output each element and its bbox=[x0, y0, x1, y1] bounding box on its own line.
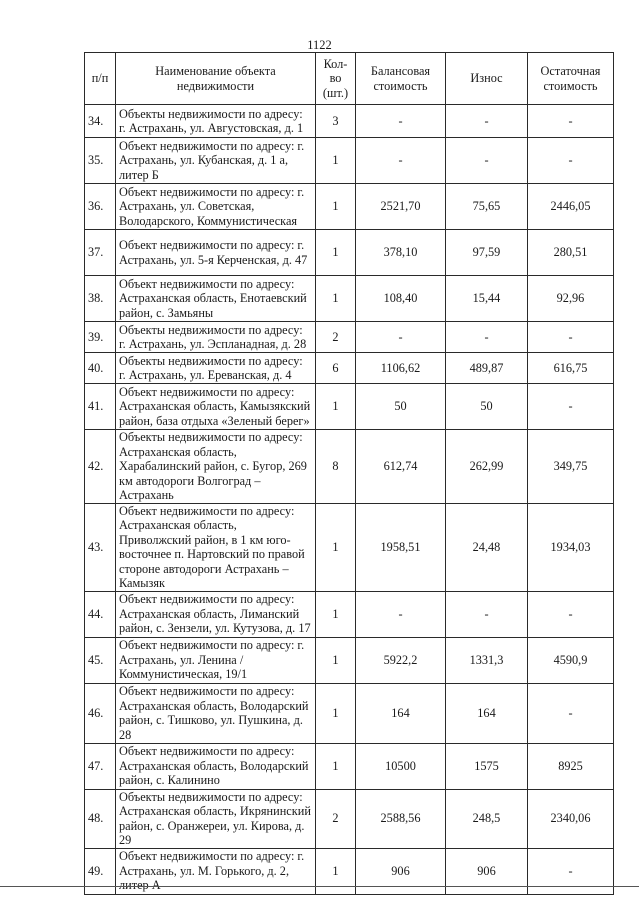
row-residual: 92,96 bbox=[528, 276, 614, 322]
row-residual: - bbox=[528, 591, 614, 637]
row-wear: 24,48 bbox=[446, 503, 528, 591]
row-num: 42. bbox=[85, 430, 116, 504]
row-residual: 4590,9 bbox=[528, 637, 614, 683]
row-name: Объекты недвижимости по адресу: Астраханская область, Икрянинский район, с. Оранжереи, ул. Кирова, д. 29 bbox=[116, 789, 316, 848]
row-name: Объект недвижимости по адресу: г. Астрахань, ул. Ленина / Коммунистическая, 19/1 bbox=[116, 637, 316, 683]
row-qty: 1 bbox=[316, 138, 356, 184]
row-balance: 1106,62 bbox=[356, 353, 446, 384]
row-wear: - bbox=[446, 591, 528, 637]
row-name: Объекты недвижимости по адресу: г. Астрахань, ул. Ереванская, д. 4 bbox=[116, 353, 316, 384]
table-row bbox=[85, 503, 614, 591]
row-wear: 97,59 bbox=[446, 230, 528, 276]
row-wear: 262,99 bbox=[446, 430, 528, 504]
row-residual: - bbox=[528, 322, 614, 353]
row-residual: 2446,05 bbox=[528, 184, 614, 230]
table-header-row bbox=[85, 53, 614, 105]
row-qty: 1 bbox=[316, 591, 356, 637]
row-num: 45. bbox=[85, 637, 116, 683]
row-residual: 8925 bbox=[528, 743, 614, 789]
row-balance: 2588,56 bbox=[356, 789, 446, 848]
table-row bbox=[85, 184, 614, 230]
row-wear: - bbox=[446, 138, 528, 184]
row-qty: 1 bbox=[316, 637, 356, 683]
row-num: 47. bbox=[85, 743, 116, 789]
row-residual: - bbox=[528, 683, 614, 743]
row-residual: 349,75 bbox=[528, 430, 614, 504]
row-qty: 8 bbox=[316, 430, 356, 504]
row-balance: 50 bbox=[356, 384, 446, 430]
table-row bbox=[85, 430, 614, 504]
row-balance: 906 bbox=[356, 848, 446, 894]
row-name: Объект недвижимости по адресу: г. Астрахань, ул. Советская, Володарского, Коммунистическая bbox=[116, 184, 316, 230]
row-balance: - bbox=[356, 591, 446, 637]
row-num: 35. bbox=[85, 138, 116, 184]
row-balance: 2521,70 bbox=[356, 184, 446, 230]
table-row bbox=[85, 683, 614, 743]
row-residual: - bbox=[528, 105, 614, 138]
table-row bbox=[85, 138, 614, 184]
row-balance: 164 bbox=[356, 683, 446, 743]
row-name: Объект недвижимости по адресу: Астраханская область, Приволжский район, в 1 км юго-восточнее п. Нартовский по правой стороне автодороги Астрахань – Камызяк bbox=[116, 503, 316, 591]
row-num: 34. bbox=[85, 105, 116, 138]
row-balance: 378,10 bbox=[356, 230, 446, 276]
row-name: Объект недвижимости по адресу: г. Астрахань, ул. Кубанская, д. 1 а, литер Б bbox=[116, 138, 316, 184]
row-name: Объекты недвижимости по адресу: Астраханская область, Харабалинский район, с. Бугор, 269 км автодороги Волгоград – Астрахань bbox=[116, 430, 316, 504]
row-name: Объекты недвижимости по адресу: г. Астрахань, ул. Эспланадная, д. 28 bbox=[116, 322, 316, 353]
row-balance: 5922,2 bbox=[356, 637, 446, 683]
table-row bbox=[85, 230, 614, 276]
page-number: 1122 bbox=[307, 38, 332, 52]
row-residual: - bbox=[528, 848, 614, 894]
table-row bbox=[85, 789, 614, 848]
row-num: 37. bbox=[85, 230, 116, 276]
header-balance: Балансовая стоимость bbox=[356, 53, 446, 105]
row-wear: 1331,3 bbox=[446, 637, 528, 683]
table-row bbox=[85, 322, 614, 353]
row-num: 40. bbox=[85, 353, 116, 384]
row-wear: 75,65 bbox=[446, 184, 528, 230]
row-qty: 3 bbox=[316, 105, 356, 138]
table-row bbox=[85, 848, 614, 894]
row-qty: 1 bbox=[316, 683, 356, 743]
row-residual: 2340,06 bbox=[528, 789, 614, 848]
row-wear: 15,44 bbox=[446, 276, 528, 322]
row-num: 39. bbox=[85, 322, 116, 353]
table-row bbox=[85, 276, 614, 322]
row-wear: 489,87 bbox=[446, 353, 528, 384]
row-residual: 280,51 bbox=[528, 230, 614, 276]
header-wear: Износ bbox=[446, 53, 528, 105]
row-residual: - bbox=[528, 384, 614, 430]
row-num: 44. bbox=[85, 591, 116, 637]
row-residual: - bbox=[528, 138, 614, 184]
row-wear: 164 bbox=[446, 683, 528, 743]
row-name: Объекты недвижимости по адресу: г. Астрахань, ул. Августовская, д. 1 bbox=[116, 105, 316, 138]
row-qty: 1 bbox=[316, 184, 356, 230]
table-row bbox=[85, 105, 614, 138]
table-row bbox=[85, 591, 614, 637]
row-qty: 1 bbox=[316, 230, 356, 276]
row-balance: - bbox=[356, 105, 446, 138]
header-name: Наименование объекта недвижимости bbox=[116, 53, 316, 105]
header-num: п/п bbox=[85, 53, 116, 105]
row-residual: 1934,03 bbox=[528, 503, 614, 591]
row-qty: 1 bbox=[316, 848, 356, 894]
table-row bbox=[85, 384, 614, 430]
row-balance: 1958,51 bbox=[356, 503, 446, 591]
row-num: 49. bbox=[85, 848, 116, 894]
row-name: Объект недвижимости по адресу: г. Астрахань, ул. М. Горького, д. 2, литер А bbox=[116, 848, 316, 894]
row-name: Объект недвижимости по адресу: Астраханская область, Володарский район, с. Тишково, ул. Пушкина, д. 28 bbox=[116, 683, 316, 743]
row-balance: - bbox=[356, 322, 446, 353]
row-wear: - bbox=[446, 105, 528, 138]
row-qty: 6 bbox=[316, 353, 356, 384]
row-num: 41. bbox=[85, 384, 116, 430]
row-balance: 10500 bbox=[356, 743, 446, 789]
row-qty: 1 bbox=[316, 503, 356, 591]
property-table bbox=[84, 52, 614, 895]
row-qty: 2 bbox=[316, 322, 356, 353]
row-wear: 906 bbox=[446, 848, 528, 894]
row-balance: - bbox=[356, 138, 446, 184]
row-num: 48. bbox=[85, 789, 116, 848]
row-wear: 1575 bbox=[446, 743, 528, 789]
page-bottom-rule bbox=[0, 886, 639, 887]
row-qty: 2 bbox=[316, 789, 356, 848]
row-wear: - bbox=[446, 322, 528, 353]
row-name: Объект недвижимости по адресу: Астраханская область, Володарский район, с. Калинино bbox=[116, 743, 316, 789]
row-num: 43. bbox=[85, 503, 116, 591]
row-balance: 108,40 bbox=[356, 276, 446, 322]
header-residual: Остаточная стоимость bbox=[528, 53, 614, 105]
row-qty: 1 bbox=[316, 276, 356, 322]
row-qty: 1 bbox=[316, 743, 356, 789]
table-row bbox=[85, 353, 614, 384]
table-row bbox=[85, 637, 614, 683]
row-wear: 50 bbox=[446, 384, 528, 430]
row-num: 38. bbox=[85, 276, 116, 322]
row-qty: 1 bbox=[316, 384, 356, 430]
row-name: Объект недвижимости по адресу: г. Астрахань, ул. 5-я Керченская, д. 47 bbox=[116, 230, 316, 276]
row-name: Объект недвижимости по адресу: Астраханская область, Енотаевский район, с. Замьяны bbox=[116, 276, 316, 322]
row-num: 36. bbox=[85, 184, 116, 230]
header-qty: Кол-во (шт.) bbox=[316, 53, 356, 105]
table-row bbox=[85, 743, 614, 789]
row-wear: 248,5 bbox=[446, 789, 528, 848]
row-name: Объект недвижимости по адресу: Астраханская область, Лиманский район, с. Зензели, ул. Кутузова, д. 17 bbox=[116, 591, 316, 637]
row-residual: 616,75 bbox=[528, 353, 614, 384]
row-balance: 612,74 bbox=[356, 430, 446, 504]
row-name: Объект недвижимости по адресу: Астраханская область, Камызякский район, база отдыха «Зеленый берег» bbox=[116, 384, 316, 430]
row-num: 46. bbox=[85, 683, 116, 743]
